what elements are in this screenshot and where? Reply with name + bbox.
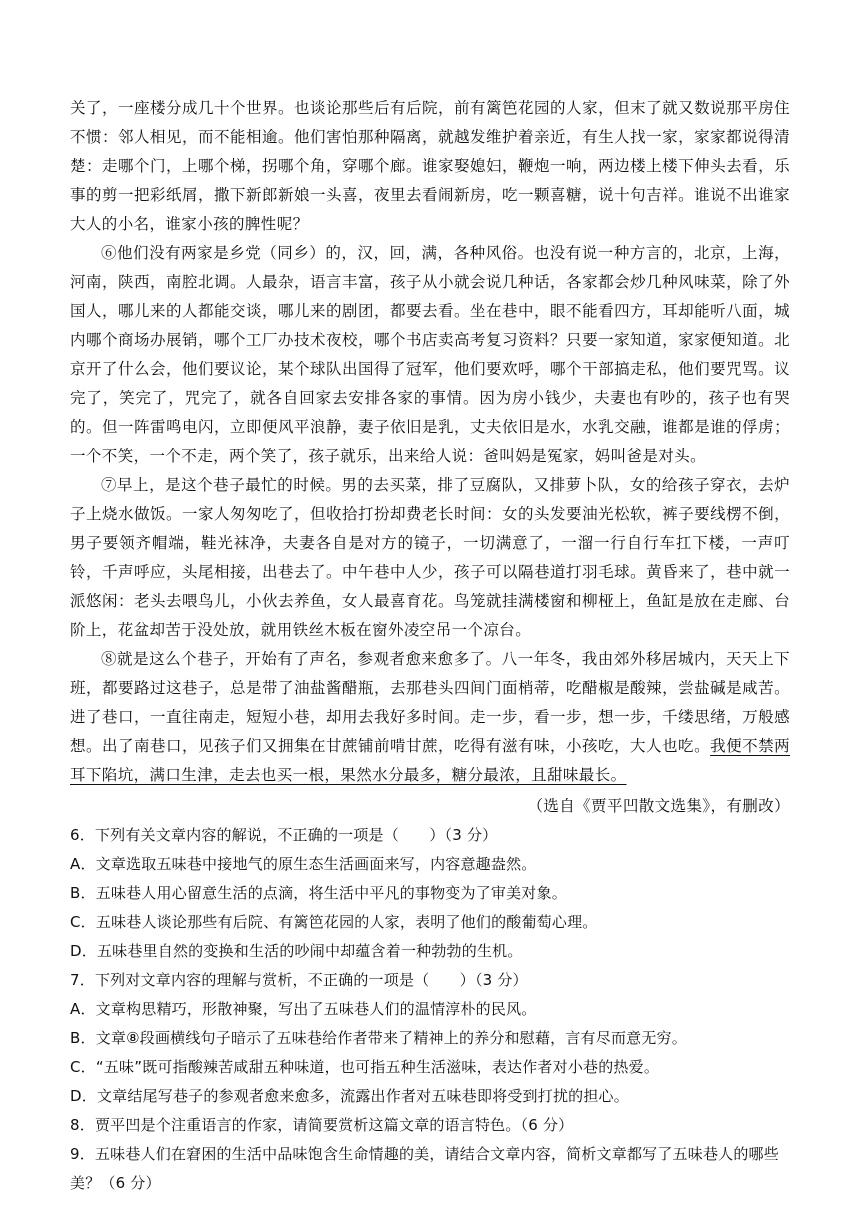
question-9: 9．五味巷人们在窘困的生活中品味饱含生命情趣的美，请结合文章内容，简析文章都写了五味巷人的哪些美？（6 分）	[70, 1145, 779, 1192]
question-6-option-a: A．文章选取五味巷中接地气的原生态生活画面来写，内容意趣盎然。	[70, 855, 537, 873]
question-7-stem: 7．下列对文章内容的理解与赏析，不正确的一项是（ ）（3 分）	[70, 971, 528, 989]
question-8: 8．贾平凹是个注重语言的作家，请简要赏析这篇文章的语言特色。（6 分）	[70, 1116, 574, 1134]
question-6-option-c: C．五味巷人谈论那些有后院、有篱笆花园的人家，表明了他们的酸葡萄心理。	[70, 913, 598, 931]
question-6-option-d: D．五味巷里自然的变换和生活的吵闹中却蕴含着一种勃勃的生机。	[70, 942, 523, 960]
passage-paragraph-7: ⑦早上，是这个巷子最忙的时候。男的去买菜，排了豆腐队，又排萝卜队，女的给孩子穿衣，去炉子上烧水做饭。一家人匆匆吃了，但收拾打扮却费老长时间：女的头发要油光松软，裤子要线楞不倒，男子要领齐帽端，鞋光袜净，夫妻各自是对方的镜子，一切满意了，一溜一行自行车扛下楼，一声叮铃，千声呼应，头尾相接，出巷去了。中午巷中人少，孩子可以隔巷道打羽毛球。黄昏来了，巷中就一派悠闲：老头去喂鸟儿，小伙去养鱼，女人最喜育花。鸟笼就挂满楼窗和柳桠上，鱼缸是放在走廊、台阶上，花盆却苦于没处放，就用铁丝木板在窗外凌空吊一个凉台。	[70, 476, 790, 639]
question-7-option-d: D．文章结尾写巷子的参观者愈来愈多，流露出作者对五味巷即将受到打扰的担心。	[70, 1087, 629, 1105]
question-7-option-b: B．文章⑧段画横线句子暗示了五味巷给作者带来了精神上的养分和慰藉，言有尽而意无穷。	[70, 1029, 687, 1047]
document-page	[70, 94, 790, 1198]
passage-paragraph-8	[70, 645, 790, 790]
question-6	[70, 821, 790, 966]
underlined-sentence: 我便不禁两耳下陷坑，满口生津，走去也买一根，果然水分最多，糖分最浓，且甜味最长。	[70, 737, 790, 784]
question-7	[70, 966, 790, 1111]
question-7-option-a: A．文章构思精巧，形散神聚，写出了五味巷人们的温情淳朴的民风。	[70, 1000, 537, 1018]
passage-paragraph-6: ⑥他们没有两家是乡党（同乡）的，汉，回，满，各种风俗。也没有说一种方言的，北京，上海，河南，陕西，南腔北调。人最杂，语言丰富，孩子从小就会说几种话，各家都会炒几种风味菜，除了外国人，哪儿来的人都能交谈，哪儿来的剧团，都要去看。坐在巷中，眼不能看四方，耳却能听八面，城内哪个商场办展销，哪个工厂办技术夜校，哪个书店卖高考复习资料？只要一家知道，家家便知道。北京开了什么会，他们要议论，某个球队出国得了冠军，他们要欢呼，哪个干部搞走私，他们要咒骂。议完了，笑完了，咒完了，就各自回家去安排各家的事情。因为房小钱少，夫妻也有吵的，孩子也有哭的。但一阵雷鸣电闪，立即便风平浪静，妻子依旧是乳，丈夫依旧是水，水乳交融，谁都是谁的俘虏；一个不笑，一个不走，两个笑了，孩子就乐，出来给人说：爸叫妈是冤家，妈叫爸是对头。	[70, 244, 790, 465]
question-6-option-b: B．五味巷人用心留意生活的点滴，将生活中平凡的事物变为了审美对象。	[70, 884, 567, 902]
question-7-option-c: C．“五味”既可指酸辣苦咸甜五种味道，也可指五种生活滋味，表达作者对小巷的热爱。	[70, 1058, 660, 1076]
passage-paragraph-continued: 关了，一座楼分成几十个世界。也谈论那些后有后院，前有篱笆花园的人家，但末了就又数说那平房住不惯：邻人相见，而不能相逾。他们害怕那种隔离，就越发维护着亲近，有生人找一家，家家都说得清楚：走哪个门，上哪个梯，拐哪个角，穿哪个廊。谁家娶媳妇，鞭炮一响，两边楼上楼下伸头去看，乐事的剪一把彩纸屑，撒下新郎新娘一头喜，夜里去看闹新房，吃一颗喜糖，说十句吉祥。谁说不出谁家大人的小名，谁家小孩的脾性呢？	[70, 99, 790, 233]
paragraph-8-text: ⑧就是这么个巷子，开始有了声名，参观者愈来愈多了。八一年冬，我由郊外移居城内，天天上下班，都要路过这巷子，总是带了油盐酱醋瓶，去那巷头四间门面梢蒂，吃醋椒是酸辣，尝盐碱是咸苦。进了巷口，一直往南走，短短小巷，却用去我好多时间。走一步，看一步，想一步，千缕思绪，万般感想。出了南巷口，见孩子们又拥集在甘蔗铺前啃甘蔗，吃得有滋有味，小孩吃，大人也吃。	[70, 650, 790, 755]
source-citation: （选自《贾平凹散文选集》，有删改）	[527, 797, 790, 815]
question-6-stem: 6．下列有关文章内容的解说，不正确的一项是（ ）（3 分）	[70, 826, 498, 844]
